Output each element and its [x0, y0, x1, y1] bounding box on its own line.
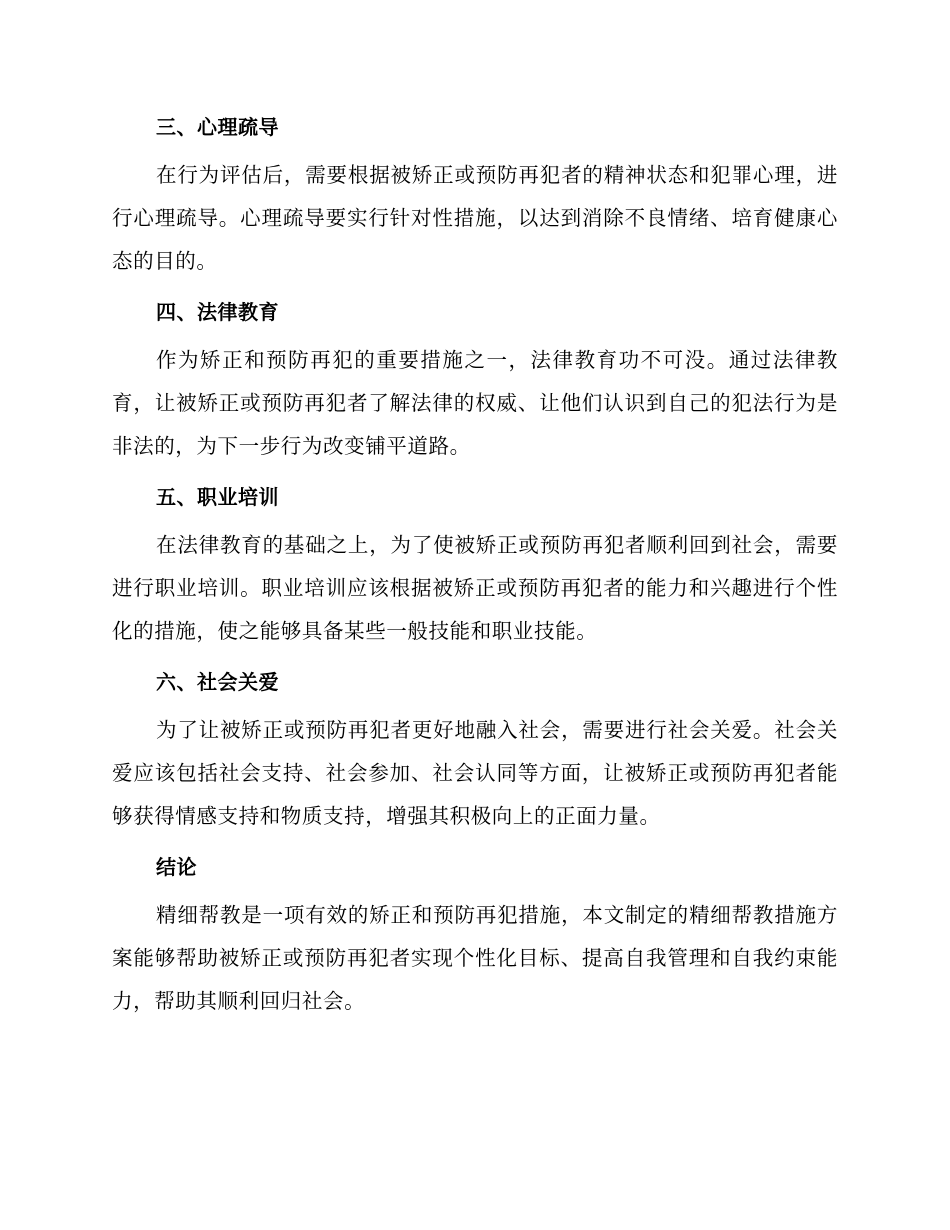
section-heading: 五、职业培训	[156, 485, 279, 509]
section-heading: 结论	[156, 855, 197, 879]
section-heading: 三、心理疏导	[156, 115, 279, 139]
section-conclusion	[112, 847, 838, 1023]
section-psychological-counseling	[112, 107, 838, 283]
section-paragraph: 精细帮教是一项有效的矫正和预防再犯措施，本文制定的精细帮教措施方案能够帮助被矫正或预防再犯者实现个性化目标、提高自我管理和自我约束能力，帮助其顺利回归社会。	[112, 903, 838, 1013]
section-social-care	[112, 662, 838, 838]
section-vocational-training	[112, 477, 838, 653]
section-paragraph: 在法律教育的基础之上，为了使被矫正或预防再犯者顺利回到社会，需要进行职业培训。职业培训应该根据被矫正或预防再犯者的能力和兴趣进行个性化的措施，使之能够具备某些一般技能和职业技能。	[112, 533, 838, 643]
section-paragraph: 在行为评估后，需要根据被矫正或预防再犯者的精神状态和犯罪心理，进行心理疏导。心理疏导要实行针对性措施，以达到消除不良情绪、培育健康心态的目的。	[112, 163, 838, 273]
document-page	[112, 107, 838, 1023]
section-paragraph: 为了让被矫正或预防再犯者更好地融入社会，需要进行社会关爱。社会关爱应该包括社会支持、社会参加、社会认同等方面，让被矫正或预防再犯者能够获得情感支持和物质支持，增强其积极向上的正面力量。	[112, 718, 838, 828]
section-heading: 四、法律教育	[156, 300, 279, 324]
section-heading: 六、社会关爱	[156, 670, 279, 694]
section-paragraph: 作为矫正和预防再犯的重要措施之一，法律教育功不可没。通过法律教育，让被矫正或预防再犯者了解法律的权威、让他们认识到自己的犯法行为是非法的，为下一步行为改变铺平道路。	[112, 348, 838, 458]
section-legal-education	[112, 292, 838, 468]
